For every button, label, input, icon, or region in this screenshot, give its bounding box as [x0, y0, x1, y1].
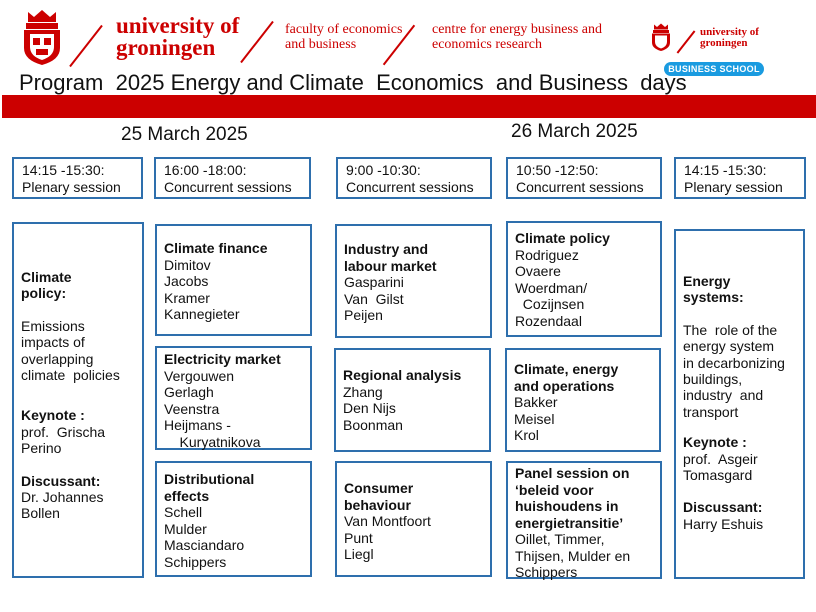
session-box: Climate finance Dimitov Jacobs Kramer Kannegieter	[155, 224, 312, 336]
divider-slash	[677, 30, 696, 53]
time-slot: 14:15 -15:30: Plenary session	[12, 157, 143, 199]
university-logo-text: university of groningen	[116, 13, 240, 60]
time-slot: 10:50 -12:50: Concurrent sessions	[506, 157, 662, 199]
session-box: Electricity market Vergouwen Gerlagh Veenstra Heijmans - Kuryatnikova	[155, 346, 312, 450]
session-box: Regional analysis Zhang Den Nijs Boonman	[334, 348, 491, 452]
small-logo-text: university of groningen	[700, 26, 759, 49]
university-crest-icon	[20, 8, 64, 66]
small-crest-icon	[650, 22, 672, 52]
divider-slash	[240, 21, 274, 63]
time-slot: 14:15 -15:30: Plenary session	[674, 157, 806, 199]
session-box: Panel session on ‘beleid voor huishoudens in energietransitie’ Oillet, Timmer, Thijsen, Mulder en Schippers	[506, 461, 662, 579]
time-slot: 16:00 -18:00: Concurrent sessions	[154, 157, 311, 199]
business-school-badge: BUSINESS SCHOOL	[664, 62, 764, 76]
time-slot: 9:00 -10:30: Concurrent sessions	[336, 157, 492, 199]
session-box: Climate policy Rodriguez Ovaere Woerdman/ Cozijnsen Rozendaal	[506, 221, 662, 337]
faculty-name: faculty of economics and business	[285, 22, 403, 52]
day-heading: 26 March 2025	[511, 121, 638, 142]
session-box: Climate, energy and operations Bakker Meisel Krol	[505, 348, 661, 452]
divider-slash	[69, 25, 103, 67]
session-box: Consumer behaviour Van Montfoort Punt Liegl	[335, 461, 492, 577]
centre-name: centre for energy business and economics research	[432, 22, 603, 52]
session-box: Industry and labour market Gasparini Van Gilst Peijen	[335, 224, 492, 338]
plenary-session-climate-policy: Climate policy: Emissions impacts of overlapping climate policies Keynote : prof. Grischa Perino Discussant: Dr. Johannes Bollen	[12, 222, 144, 578]
page-title: Program 2025 Energy and Climate Economics and Business days	[19, 70, 687, 95]
title-red-bar	[2, 95, 816, 118]
day-heading: 25 March 2025	[121, 124, 248, 145]
plenary-session-energy-systems: Energy systems: The role of the energy system in decarbonizing buildings, industry and transport Keynote : prof. Asgeir Tomasgard Discussant: Harry Eshuis	[674, 229, 805, 579]
session-box: Distributional effects Schell Mulder Masciandaro Schippers	[155, 461, 312, 577]
